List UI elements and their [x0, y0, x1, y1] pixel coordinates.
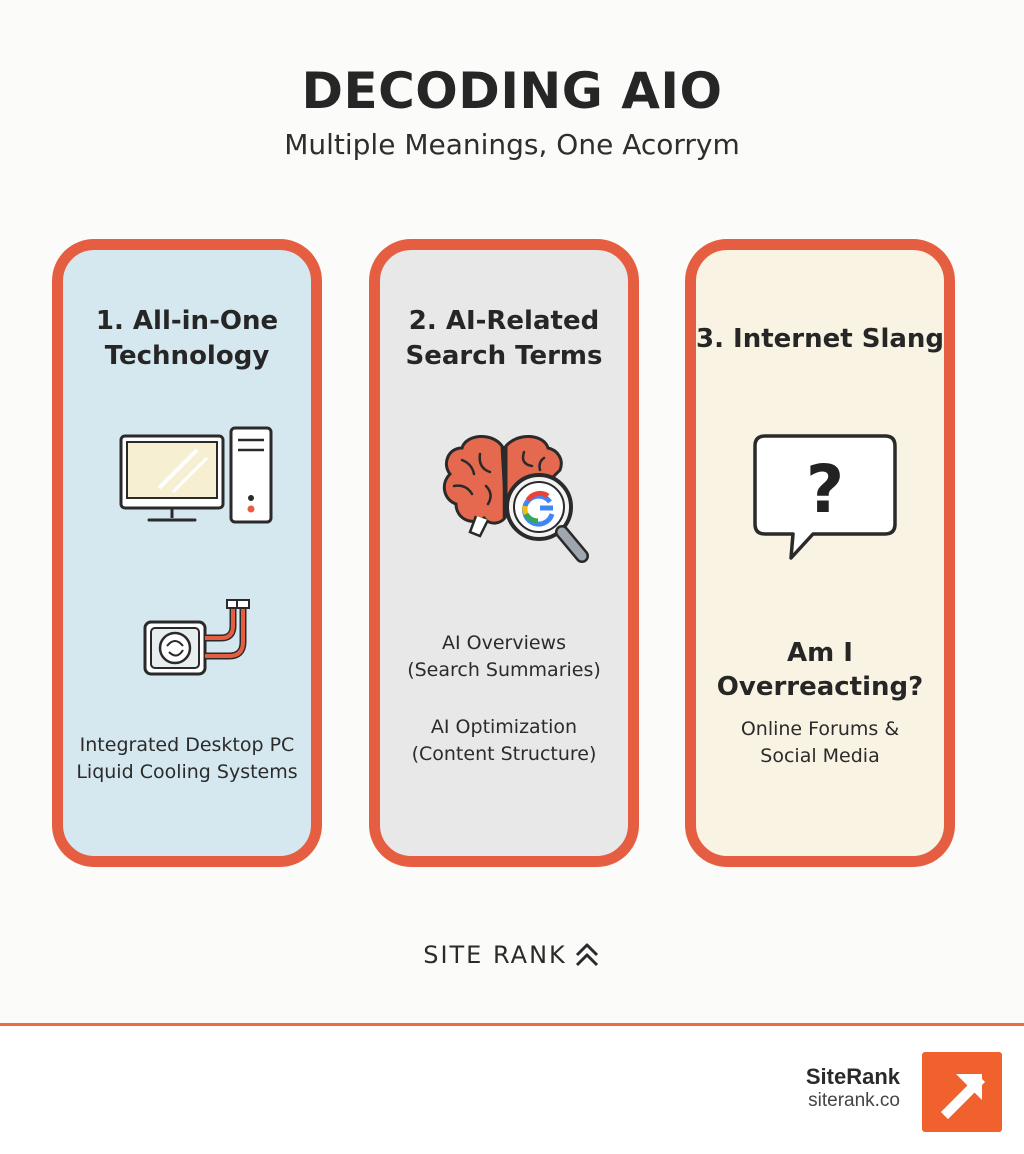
slang-phrase-line: Am I: [787, 638, 853, 668]
card-title: [380, 304, 628, 374]
page-subtitle: Multiple Meanings, One Acorrym: [284, 128, 740, 161]
card-item-line: AI Overviews: [442, 632, 566, 654]
question-speech-bubble-icon: [751, 432, 901, 562]
arrow-up-right-icon: [922, 1052, 1002, 1132]
card-description: [63, 732, 311, 786]
card-item: [380, 714, 628, 768]
card-description: [696, 716, 944, 770]
card-title-line: Search Terms: [405, 341, 603, 371]
brain-magnifier-icon: [440, 430, 600, 565]
brand-mark-text: SITE RANK: [423, 941, 567, 969]
desktop-computer-icon: [119, 426, 279, 536]
card-title-line: Technology: [104, 341, 270, 371]
card-description-line: Integrated Desktop PC: [79, 734, 295, 756]
card-description-line: Online Forums &: [740, 718, 900, 740]
double-chevron-up-icon: [573, 941, 601, 969]
card-item-line: (Search Summaries): [407, 659, 601, 681]
liquid-cooler-icon: [143, 598, 258, 693]
card-item-line: (Content Structure): [411, 743, 597, 765]
card-item-line: AI Optimization: [430, 716, 578, 738]
svg-text:?: ?: [805, 451, 845, 528]
slang-phrase-line: Overreacting?: [716, 672, 924, 702]
card-description-line: Social Media: [760, 745, 880, 767]
card-description-line: Liquid Cooling Systems: [76, 761, 298, 783]
footer-url[interactable]: siterank.co: [808, 1090, 900, 1111]
card-ai-search: [369, 239, 639, 867]
card-internet-slang: [685, 239, 955, 867]
card-title: 3. Internet Slang: [696, 324, 945, 354]
card-all-in-one: [52, 239, 322, 867]
card-title-line: 2. AI-Related: [408, 306, 600, 336]
brand-mark: [0, 940, 1024, 969]
footer-divider: [0, 1023, 1024, 1026]
card-item: [380, 630, 628, 684]
footer-logo[interactable]: [922, 1052, 1002, 1132]
card-title: [63, 304, 311, 374]
footer-brand-name: SiteRank: [805, 1064, 900, 1089]
card-title-line: 1. All-in-One: [95, 306, 279, 336]
page-title: DECODING AIO: [301, 62, 723, 120]
slang-phrase: [696, 636, 944, 704]
